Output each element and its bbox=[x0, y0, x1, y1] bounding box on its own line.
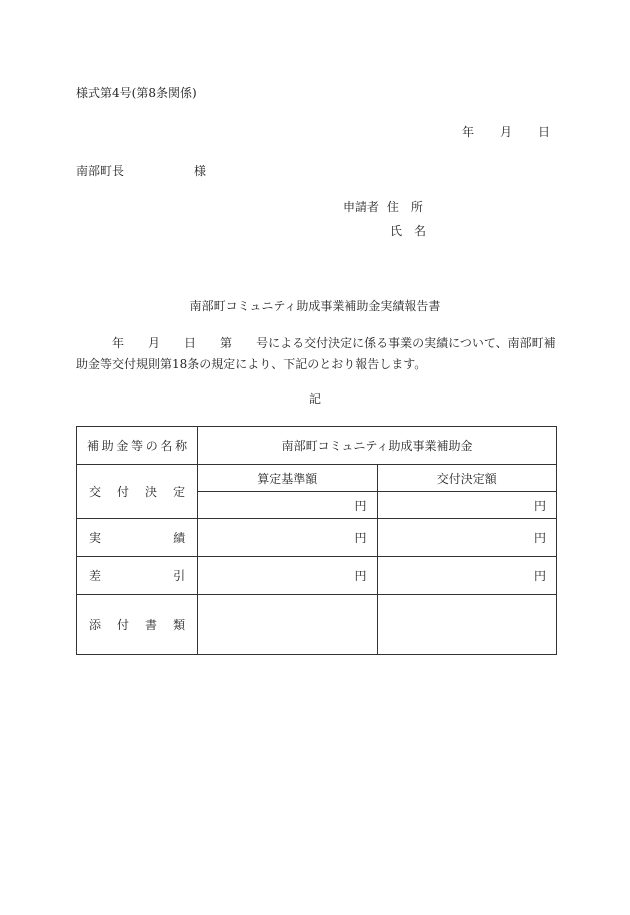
report-table bbox=[76, 426, 557, 655]
cell-tenpu-standard bbox=[198, 595, 377, 655]
cell-col-decision: 交付決定額 bbox=[377, 465, 556, 492]
addressee-name: 南部町長 bbox=[76, 164, 125, 178]
body-no-prefix: 第 bbox=[220, 336, 233, 350]
date-month: 月 bbox=[500, 125, 513, 139]
cell-jisseki-standard-yen: 円 bbox=[198, 519, 377, 557]
table-row bbox=[77, 595, 557, 655]
body-paragraph bbox=[76, 333, 560, 375]
cell-sabiki-standard-yen: 円 bbox=[198, 557, 377, 595]
cell-sabiki-label: 差引 bbox=[77, 557, 198, 595]
date-year: 年 bbox=[462, 125, 475, 139]
table-row bbox=[77, 427, 557, 465]
cell-tenpu-decision bbox=[377, 595, 556, 655]
body-text: 号による交付決定に係る事業の実績について、南部町補助金等交付規則第18条の規定により、下記のとおり報告します。 bbox=[76, 336, 556, 371]
form-number: 様式第4号(第8条関係) bbox=[76, 86, 197, 100]
body-year: 年 bbox=[112, 336, 125, 350]
table-row bbox=[77, 465, 557, 492]
table-row bbox=[77, 557, 557, 595]
cell-tenpu-label: 添付書類 bbox=[77, 595, 198, 655]
table-row bbox=[77, 519, 557, 557]
cell-kofu-standard-yen: 円 bbox=[198, 492, 377, 519]
cell-kofu-label: 交付決定 bbox=[77, 465, 198, 519]
ki-heading: 記 bbox=[308, 392, 321, 406]
date-line bbox=[462, 123, 550, 140]
addressee-honorific: 様 bbox=[194, 164, 207, 178]
cell-jisseki-label: 実績 bbox=[77, 519, 198, 557]
body-day: 日 bbox=[184, 336, 197, 350]
addressee bbox=[76, 162, 207, 179]
applicant-address-line bbox=[343, 198, 423, 215]
cell-col-standard: 算定基準額 bbox=[198, 465, 377, 492]
applicant-address: 住 所 bbox=[386, 200, 423, 214]
cell-subsidy-name-value: 南部町コミュニティ助成事業補助金 bbox=[198, 427, 557, 465]
cell-kofu-decision-yen: 円 bbox=[377, 492, 556, 519]
body-month: 月 bbox=[148, 336, 161, 350]
cell-subsidy-name-label: 補助金等の名称 bbox=[77, 427, 198, 465]
cell-sabiki-decision-yen: 円 bbox=[377, 557, 556, 595]
document-title: 南部町コミュニティ助成事業補助金実績報告書 bbox=[189, 299, 441, 313]
cell-jisseki-decision-yen: 円 bbox=[377, 519, 556, 557]
applicant-name-line: 氏 名 bbox=[390, 224, 427, 238]
applicant-label: 申請者 bbox=[343, 200, 380, 214]
date-day: 日 bbox=[538, 125, 551, 139]
